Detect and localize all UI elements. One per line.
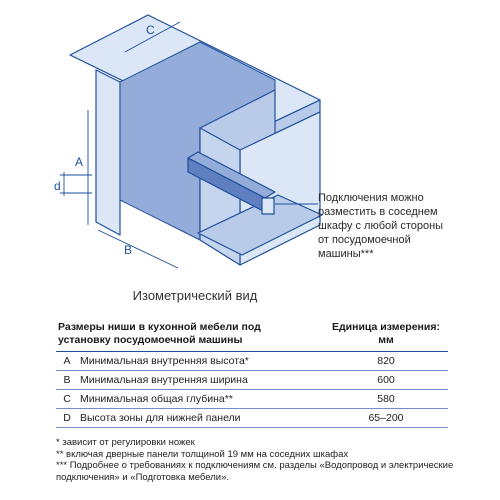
row-description: Минимальная общая глубина** [78, 390, 324, 409]
table-row [56, 409, 448, 428]
row-value: 820 [324, 352, 448, 371]
footnote: * зависит от регулировки ножек [56, 437, 195, 448]
connection-callout: Подключения можно разместить в соседнем шкафу с любой стороны от посудомоечной машины*** [318, 192, 444, 260]
diagram-title: Изометрический вид [132, 288, 258, 303]
table-header-row [56, 318, 448, 352]
footnote: подключения» и «Подготовка мебели». [56, 471, 229, 483]
row-description: Минимальная внутренняя высота* [78, 352, 324, 371]
row-letter: D [56, 409, 78, 428]
row-letter: A [56, 352, 78, 371]
dimension-a-label: A [75, 155, 84, 169]
row-value: 600 [324, 371, 448, 390]
header-description: Размеры ниши в кухонной мебели под установку посудомоечной машины [56, 318, 324, 352]
footnotes [56, 437, 496, 483]
dimension-b-line [98, 230, 178, 268]
table-row [56, 352, 448, 371]
left-cabinet-front [96, 70, 120, 235]
row-value: 65–200 [324, 409, 448, 428]
footnote: *** Подробнее о требованиях к подключениям см. разделы «Водопровод и электрические [56, 460, 454, 471]
connection-box [262, 198, 274, 214]
table-row [56, 371, 448, 390]
table-row [56, 390, 448, 409]
dimension-d-label: d [54, 179, 61, 193]
header-unit: Единица измерения: мм [324, 318, 448, 352]
footnote: ** включая дверные панели толщиной 19 мм на соседних шкафах [56, 448, 349, 460]
dimensions-table [56, 318, 448, 428]
row-value: 580 [324, 390, 448, 409]
dimension-b-label: B [124, 243, 133, 257]
row-letter: B [56, 371, 78, 390]
dimension-c-label: C [146, 23, 155, 37]
row-description: Высота зоны для нижней панели [78, 409, 324, 428]
row-letter: C [56, 390, 78, 409]
row-description: Минимальная внутренняя ширина [78, 371, 324, 390]
